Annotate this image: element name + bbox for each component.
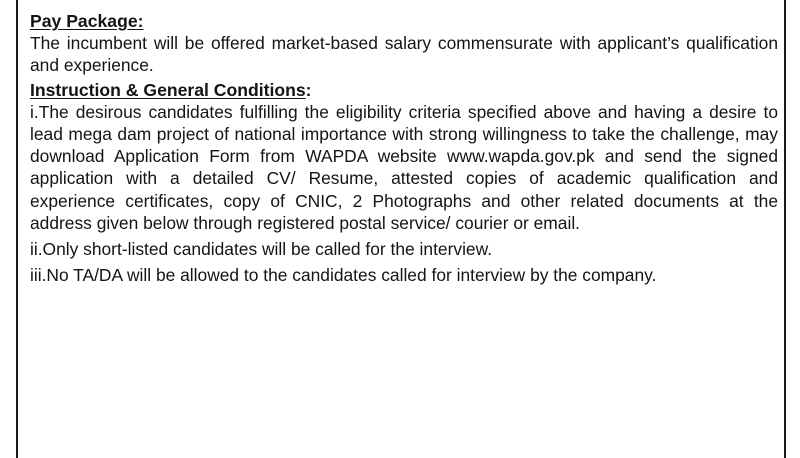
pay-package-heading: Pay Package: [30, 11, 144, 31]
instruction-item-1: i.The desirous candidates fulfilling the eligibility criteria specified above and having a desire to lead mega dam project of national importance with strong willingness to take the challenge, may download Application Form from WAPDA website www.wapda.gov.pk and send the signed application with a detailed CV/ Resume, attested copies of academic qualification and experience certificates, copy of CNIC, 2 Photographs and other related documents at the address given below through registered postal service/ courier or email. [30, 101, 778, 233]
instruction-item-3: iii.No TA/DA will be allowed to the candidates called for interview by the company. [30, 265, 657, 286]
document-body [30, 10, 778, 286]
instructions-heading [30, 79, 778, 101]
pay-package-text: The incumbent will be offered market-based salary commensurate with applicant’s qualification and experience. [30, 33, 778, 76]
instructions-heading-suffix: : [305, 79, 312, 100]
instructions-heading-text: Instruction & General Conditions [30, 79, 306, 100]
instruction-item-2: ii.Only short-listed candidates will be called for the interview. [30, 239, 493, 260]
